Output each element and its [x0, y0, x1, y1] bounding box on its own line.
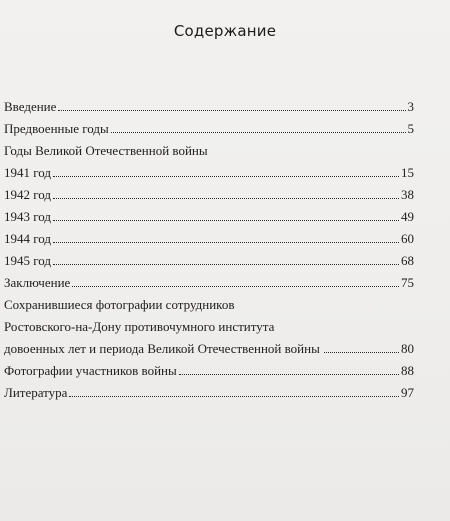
dot-leader: [324, 352, 399, 353]
toc-entry-label: Ростовского-на-Дону противочумного института: [4, 319, 275, 334]
dot-leader: [53, 242, 399, 243]
toc-entry-1941: [4, 159, 414, 181]
toc-entry-photos-line-3: [4, 335, 414, 357]
dot-leader: [53, 198, 399, 199]
table-of-contents: [4, 93, 414, 401]
toc-entry-1944: [4, 225, 414, 247]
toc-entry-page: 3: [407, 99, 414, 114]
toc-entry-veterans-photos: [4, 357, 414, 379]
toc-entry-label: 1942 год: [4, 187, 51, 202]
toc-title: Содержание: [173, 22, 277, 40]
dot-leader: [72, 286, 399, 287]
dot-leader: [111, 132, 406, 133]
toc-entry-page: 75: [401, 275, 414, 290]
toc-entry-page: 60: [401, 231, 414, 246]
toc-entry-page: 88: [401, 363, 414, 378]
toc-section-heading-war-years: [4, 137, 414, 159]
toc-entry-introduction: [4, 93, 414, 115]
toc-entry-label: Литература: [4, 385, 68, 400]
toc-entry-literature: [4, 379, 414, 401]
dot-leader: [53, 220, 399, 221]
dot-leader: [53, 176, 399, 177]
toc-entry-label: довоенных лет и периода Великой Отечественной войны: [4, 341, 320, 356]
toc-entry-label: 1944 год: [4, 231, 51, 246]
toc-entry-label: Введение: [4, 99, 57, 114]
toc-entry-photos-line-1: [4, 291, 414, 313]
toc-entry-1945: [4, 247, 414, 269]
dot-leader: [69, 396, 399, 397]
toc-entry-page: 15: [401, 165, 414, 180]
toc-entry-prewar-years: [4, 115, 414, 137]
toc-entry-label: Фотографии участников войны: [4, 363, 177, 378]
toc-entry-1943: [4, 203, 414, 225]
toc-entry-page: 5: [407, 121, 414, 136]
toc-entry-label: Заключение: [4, 275, 71, 290]
dot-leader: [58, 110, 405, 111]
toc-entry-1942: [4, 181, 414, 203]
toc-entry-label: 1941 год: [4, 165, 51, 180]
toc-entry-photos-line-2: [4, 313, 414, 335]
toc-entry-label: 1945 год: [4, 253, 51, 268]
toc-entry-label: Сохранившиеся фотографии сотрудников: [4, 297, 235, 312]
dot-leader: [53, 264, 399, 265]
toc-entry-conclusion: [4, 269, 414, 291]
toc-entry-page: 68: [401, 253, 414, 268]
toc-entry-page: 38: [401, 187, 414, 202]
toc-entry-page: 49: [401, 209, 414, 224]
toc-entry-page: 80: [401, 341, 414, 356]
toc-entry-label: 1943 год: [4, 209, 51, 224]
toc-entry-label: Предвоенные годы: [4, 121, 109, 136]
toc-entry-page: 97: [401, 385, 414, 400]
dot-leader: [179, 374, 399, 375]
toc-entry-label: Годы Великой Отечественной войны: [4, 143, 208, 158]
